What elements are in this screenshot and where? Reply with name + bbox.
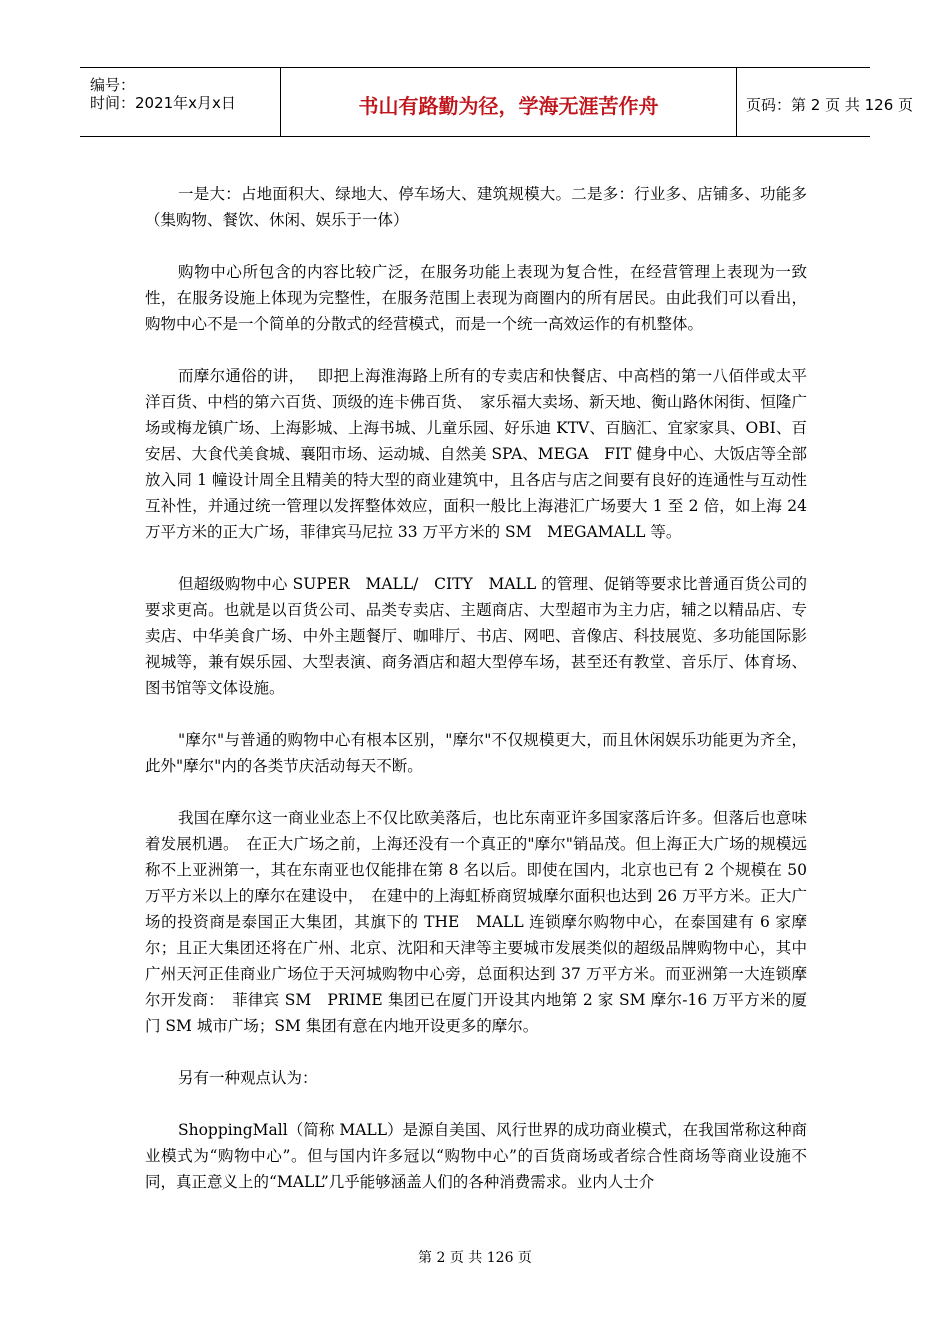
paragraph: 而摩尔通俗的讲， 即把上海淮海路上所有的专卖店和快餐店、中高档的第一八佰伴或太平洋百货、中档的第六百货、顶级的连卡佛百货、 家乐福大卖场、新天地、衡山路休闲街、恒隆广场或梅龙镇广场、上海影城、上海书城、儿童乐园、好乐迪 KTV、百脑汇、宜家家具、OBI、百安居、大食代美食城、襄阳市场、运动城、自然美 SPA、MEGA FIT 健身中心、大饭店等全部放入同 1 幢设计周全且精美的特大型的商业建筑中，且各店与店之间要有良好的连通性与互动性互补性，并通过统一管理以发挥整体效应，面积一般比上海港汇广场要大 1 至 2 倍，如上海 24 万平方米的正大广场，菲律宾马尼拉 33 万平方米的 SM MEGAMALL 等。 [145, 367, 807, 541]
paragraph: 我国在摩尔这一商业业态上不仅比欧美落后，也比东南亚许多国家落后许多。但落后也意味着发展机遇。 在正大广场之前，上海还没有一个真正的"摩尔"销品茂。但上海正大广场的规模远称不上亚洲第一，其在东南亚也仅能排在第 8 名以后。即使在国内，北京也已有 2 个规模在 50 万平方米以上的摩尔在建设中， 在建中的上海虹桥商贸城摩尔面积也达到 26 万平方米。正大广场的投资商是泰国正大集团，其旗下的 THE MALL 连锁摩尔购物中心，在泰国建有 6 家摩尔；且正大集团还将在广州、北京、沈阳和天津等主要城市发展类似的超级品牌购物中心，其中广州天河正佳商业广场位于天河城购物中心旁，总面积达到 37 万平方米。而亚洲第一大连锁摩尔开发商： 菲律宾 SM PRIME 集团已在厦门开设其内地第 2 家 SM 摩尔-16 万平方米的厦门 SM 城市广场；SM 集团有意在内地开设更多的摩尔。 [145, 809, 807, 1035]
document-date-label: 时间：2021年x月x日 [90, 94, 236, 112]
paragraph: "摩尔"与普通的购物中心有根本区别，"摩尔"不仅规模更大，而且休闲娱乐功能更为齐全，此外"摩尔"内的各类节庆活动每天不断。 [145, 731, 807, 775]
header-motto: 书山有路勤为径，学海无涯苦作舟 [358, 94, 659, 118]
header-page-cell [736, 68, 914, 136]
header-motto-cell [280, 68, 737, 136]
paragraph: 另有一种观点认为： [178, 1069, 318, 1087]
paragraph: 但超级购物中心 SUPER MALL/ CITY MALL 的管理、促销等要求比普通百货公司的要求更高。也就是以百货公司、品类专卖店、主题商店、大型超市为主力店，辅之以精品店、专卖店、中华美食广场、中外主题餐厅、咖啡厅、书店、网吧、音像店、科技展览、多功能国际影视城等，兼有娱乐园、大型表演、商务酒店和超大型停车场，甚至还有教堂、音乐厅、体育场、图书馆等文体设施。 [145, 575, 807, 697]
document-body [145, 181, 807, 1221]
header-table [80, 67, 914, 137]
paragraph: ShoppingMall（简称 MALL）是源自美国、风行世界的成功商业模式，在我国常称这种商业模式为“购物中心”。但与国内许多冠以“购物中心”的百货商场或者综合性商场等商业设施不同，真正意义上的“MALL”几乎能够涵盖人们的各种消费需求。业内人士介 [145, 1121, 807, 1191]
page-footer: 第 2 页 共 126 页 [418, 1250, 532, 1266]
paragraph: 一是大：占地面积大、绿地大、停车场大、建筑规模大。二是多：行业多、店铺多、功能多（集购物、餐饮、休闲、娱乐于一体） [145, 185, 807, 229]
document-number-label: 编号： [90, 76, 136, 94]
header-meta-cell [80, 68, 280, 136]
header-page-info: 页码：第 2 页 共 126 页 [746, 96, 914, 114]
paragraph: 购物中心所包含的内容比较广泛，在服务功能上表现为复合性，在经营管理上表现为一致性，在服务设施上体现为完整性，在服务范围上表现为商圈内的所有居民。由此我们可以看出，购物中心不是一个简单的分散式的经营模式，而是一个统一高效运作的有机整体。 [145, 263, 807, 333]
